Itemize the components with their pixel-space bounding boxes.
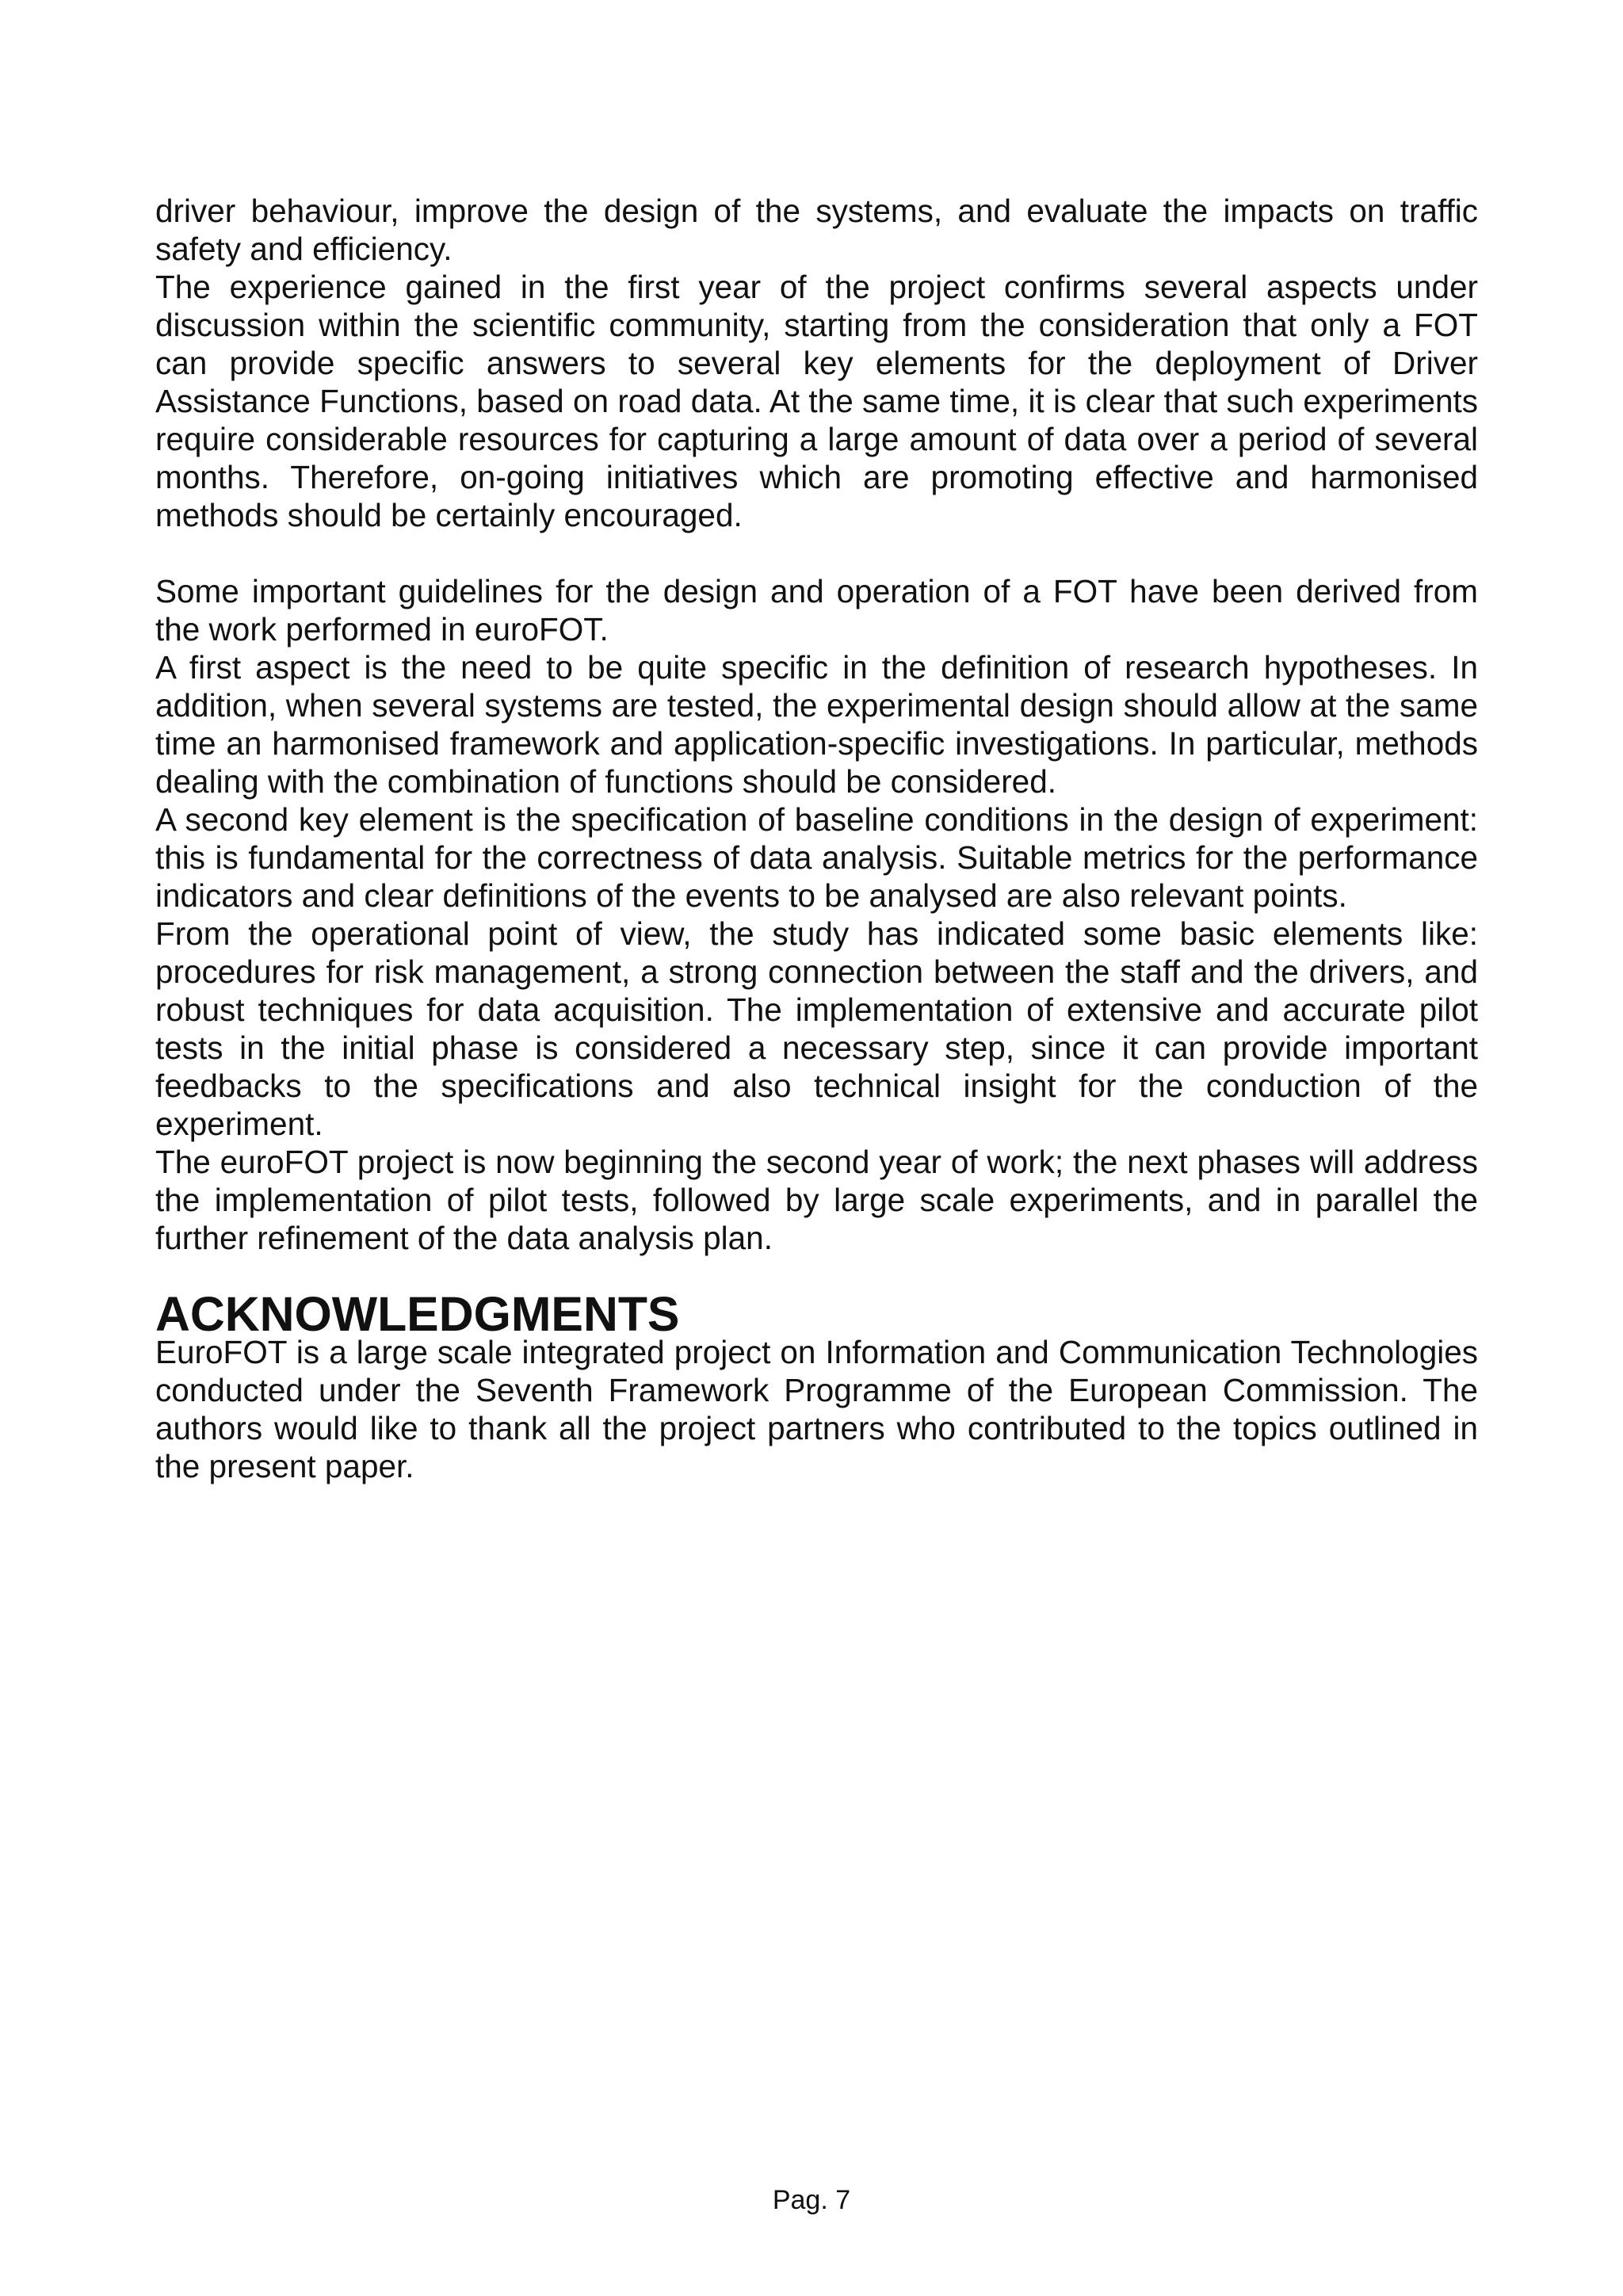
paragraph: A second key element is the specification of baseline conditions in the design of experiment: this is fundamental for the correctness of data analysis. Suitable metrics for the performance indicators and clear definitions of the events to be analysed are also relevant points. [155,801,1478,914]
page-number: Pag. 7 [772,2185,851,2215]
paragraph: The euroFOT project is now beginning the second year of work; the next phases will address the implementation of pilot tests, followed by large scale experiments, and in parallel the further refinement of the data analysis plan. [155,1144,1478,1256]
paragraph: A first aspect is the need to be quite specific in the definition of research hypotheses. In addition, when several systems are tested, the experimental design should allow at the same time an harmonised framework and application-specific investigations. In particular, methods dealing with the combination of functions should be considered. [155,649,1478,800]
section-heading-acknowledgments: ACKNOWLEDGMENTS [155,1287,680,1341]
acknowledgments-paragraph: EuroFOT is a large scale integrated project on Information and Communication Technologies conducted under the Seventh Framework Programme of the European Commission. The authors would like to thank all the project partners who contributed to the topics outlined in the present paper. [155,1334,1478,1484]
paragraph: driver behaviour, improve the design of the systems, and evaluate the impacts on traffic safety and efficiency. [155,193,1478,267]
paragraph: Some important guidelines for the design and operation of a FOT have been derived from the work performed in euroFOT. [155,573,1478,648]
paragraph: The experience gained in the first year of the project confirms several aspects under discussion within the scientific community, starting from the consideration that only a FOT can provide specific answers to several key elements for the deployment of Driver Assistance Functions, based on road data. At the same time, it is clear that such experiments require considerable resources for capturing a large amount of data over a period of several months. Therefore, on-going initiatives which are promoting effective and harmonised methods should be certainly encouraged. [155,269,1478,533]
body-text [155,192,1478,1485]
paragraph-gap [155,534,1478,572]
paragraph: From the operational point of view, the study has indicated some basic elements like: procedures for risk management, a strong connection between the staff and the drivers, and robust techniques for data acquisition. The implementation of extensive and accurate pilot tests in the initial phase is considered a necessary step, since it can provide important feedbacks to the specifications and also technical insight for the conduction of the experiment. [155,915,1478,1142]
